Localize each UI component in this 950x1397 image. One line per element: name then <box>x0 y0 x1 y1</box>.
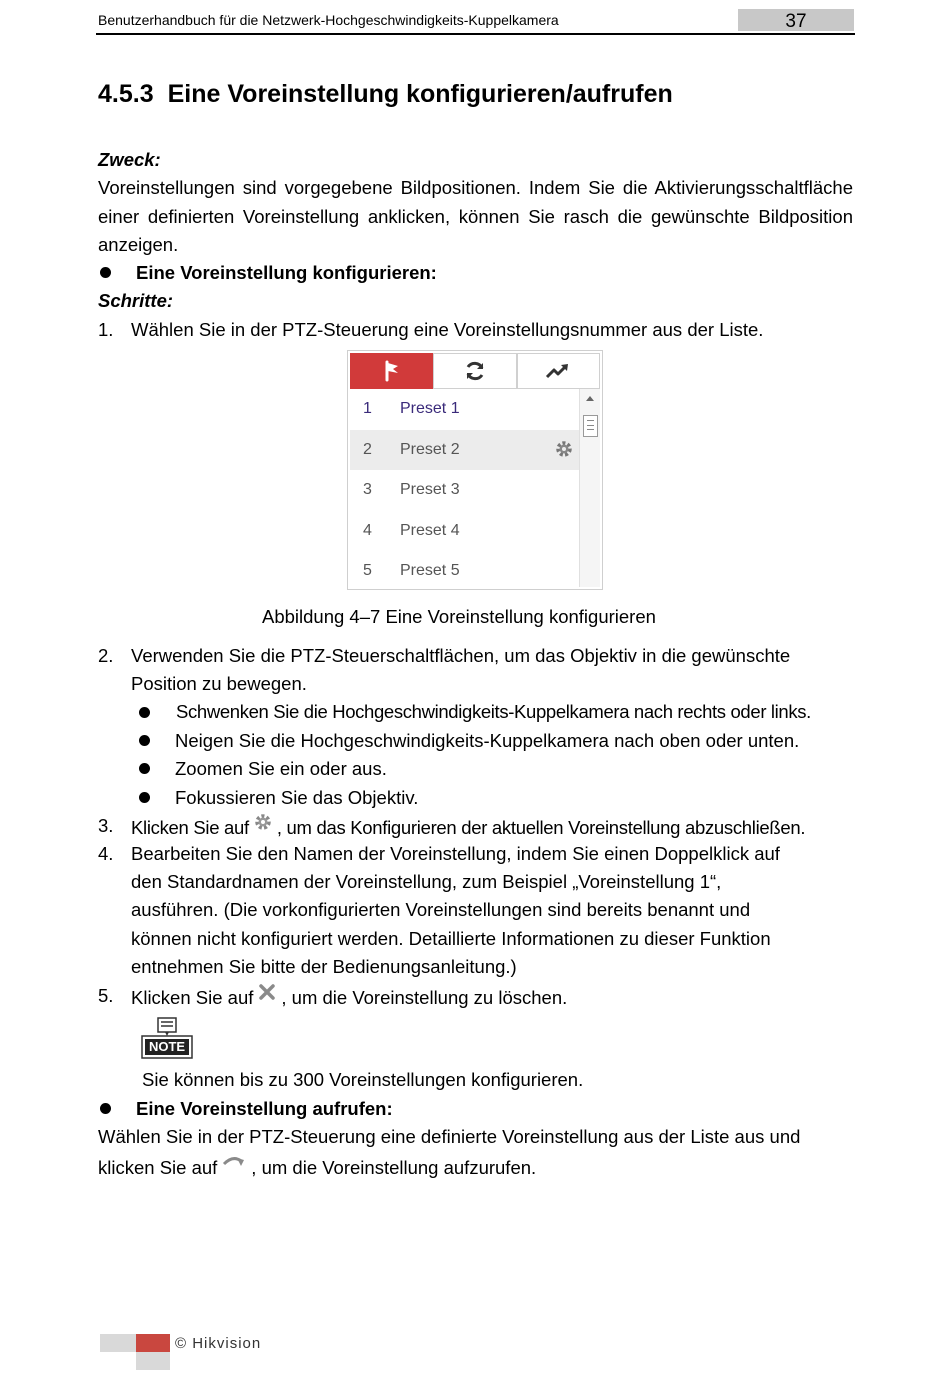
flag-icon <box>381 360 403 382</box>
step-4-line-2: den Standardnamen der Voreinstellung, zum Beispiel „Voreinstellung 1“, <box>131 871 722 892</box>
preset-number: 5 <box>363 562 372 579</box>
call-line-2-pre: klicken Sie auf <box>98 1157 218 1178</box>
figure-caption: Abbildung 4–7 Eine Voreinstellung konfigurieren <box>262 606 656 627</box>
preset-label: Preset 4 <box>400 521 460 539</box>
configure-heading: Eine Voreinstellung konfigurieren: <box>136 262 437 283</box>
section-title: Eine Voreinstellung konfigurieren/aufrufen <box>167 80 673 108</box>
steps-label: Schritte: <box>98 290 174 311</box>
step-3-post: , um das Konfigurieren der aktuellen Voreinstellung abzuschließen. <box>276 817 806 838</box>
page-number: 37 <box>785 11 807 32</box>
preset-scrollbar[interactable] <box>579 389 600 587</box>
tab-pattern[interactable] <box>517 353 600 389</box>
scroll-thumb[interactable] <box>583 415 598 437</box>
bullet-dot <box>139 707 150 718</box>
list-item[interactable] <box>350 430 580 471</box>
step-2-bullet-3: Zoomen Sie ein oder aus. <box>175 758 387 779</box>
step-5-text <box>131 982 567 1013</box>
step-2-number: 2. <box>98 645 114 666</box>
bullet-dot <box>139 792 150 803</box>
call-heading: Eine Voreinstellung aufrufen: <box>136 1098 393 1119</box>
bullet-dot <box>100 1103 111 1114</box>
footer-copyright: © Hikvision <box>175 1335 262 1352</box>
preset-number: 2 <box>363 440 372 458</box>
list-item[interactable] <box>350 511 580 552</box>
step-2-bullet-2: Neigen Sie die Hochgeschwindigkeits-Kuppelkamera nach oben oder unten. <box>175 730 800 751</box>
step-5-post: , um die Voreinstellung zu löschen. <box>281 987 568 1008</box>
bullet-dot <box>139 763 150 774</box>
bullet-dot <box>139 735 150 746</box>
footer-decoration <box>136 1334 170 1352</box>
section-number: 4.5.3 <box>98 80 154 108</box>
refresh-icon <box>463 359 487 383</box>
preset-label: Preset 2 <box>400 440 460 458</box>
purpose-label: Zweck: <box>98 149 161 170</box>
tab-patrol[interactable] <box>433 353 516 389</box>
step-4-line-3: ausführen. (Die vorkonfigurierten Voreinstellungen sind bereits benannt und <box>131 899 751 920</box>
preset-number: 4 <box>363 521 372 539</box>
call-line-2-post: , um die Voreinstellung aufzurufen. <box>251 1157 537 1178</box>
bullet-dot <box>100 267 111 278</box>
step-4-line-4: können nicht konfiguriert werden. Detaillierte Informationen zu dieser Funktion <box>131 928 771 949</box>
step-4-number: 4. <box>98 843 114 864</box>
preset-label: Preset 1 <box>400 400 460 417</box>
step-5-pre: Klicken Sie auf <box>131 987 254 1008</box>
footer-decoration <box>100 1334 136 1352</box>
preset-number: 3 <box>363 481 372 498</box>
list-item[interactable] <box>350 470 580 511</box>
running-header-title: Benutzerhandbuch für die Netzwerk-Hochgeschwindigkeits-Kuppelkamera <box>98 12 559 28</box>
step-1-text: Wählen Sie in der PTZ-Steuerung eine Voreinstellungsnummer aus der Liste. <box>131 319 764 340</box>
step-2-bullet-4: Fokussieren Sie das Objektiv. <box>175 787 419 808</box>
step-2-line-2: Position zu bewegen. <box>131 673 307 694</box>
ptz-preset-panel <box>347 350 603 590</box>
note-badge-text: NOTE <box>148 1039 186 1054</box>
gear-icon <box>253 812 273 832</box>
call-line-2 <box>98 1152 536 1183</box>
list-item[interactable] <box>350 551 580 592</box>
goto-arrow-icon <box>221 1152 247 1172</box>
step-5-number: 5. <box>98 985 114 1006</box>
preset-list <box>350 389 580 587</box>
preset-label: Preset 5 <box>400 562 460 579</box>
close-icon <box>257 982 277 1002</box>
gear-icon[interactable] <box>554 439 574 459</box>
step-3-number: 3. <box>98 815 114 836</box>
step-1-number: 1. <box>98 319 114 340</box>
ptz-tab-bar <box>350 353 600 389</box>
step-2-line-1: Verwenden Sie die PTZ-Steuerschaltflächen, um das Objektiv in die gewünschte <box>131 645 791 666</box>
step-4-line-5: entnehmen Sie bitte der Bedienungsanleitung.) <box>131 956 517 977</box>
step-3-pre: Klicken Sie auf <box>131 817 249 838</box>
purpose-line-3: anzeigen. <box>98 234 179 255</box>
step-2-bullet-1: Schwenken Sie die Hochgeschwindigkeits-Kuppelkamera nach rechts oder links. <box>176 701 811 722</box>
step-4-line-1: Bearbeiten Sie den Namen der Voreinstellung, indem Sie einen Doppelklick auf <box>131 843 780 864</box>
preset-number: 1 <box>363 400 372 417</box>
trend-icon <box>545 361 571 381</box>
header-rule <box>96 33 855 35</box>
call-line-1: Wählen Sie in der PTZ-Steuerung eine definierte Voreinstellung aus der Liste aus und <box>98 1126 801 1147</box>
list-item[interactable] <box>350 389 580 430</box>
step-3-text <box>131 812 805 843</box>
note-badge <box>141 1017 193 1064</box>
purpose-line-1: Voreinstellungen sind vorgegebene Bildpositionen. Indem Sie die Aktivierungsschaltfläche <box>98 177 853 198</box>
note-text: Sie können bis zu 300 Voreinstellungen konfigurieren. <box>142 1069 584 1090</box>
scroll-up-icon[interactable] <box>580 391 600 407</box>
footer-decoration <box>136 1352 170 1370</box>
purpose-line-2: einer definierten Voreinstellung anklicken, können Sie rasch die gewünschte Bildposition <box>98 206 853 227</box>
section-heading <box>98 80 673 109</box>
preset-label: Preset 3 <box>400 481 460 498</box>
tab-preset[interactable] <box>350 353 433 389</box>
